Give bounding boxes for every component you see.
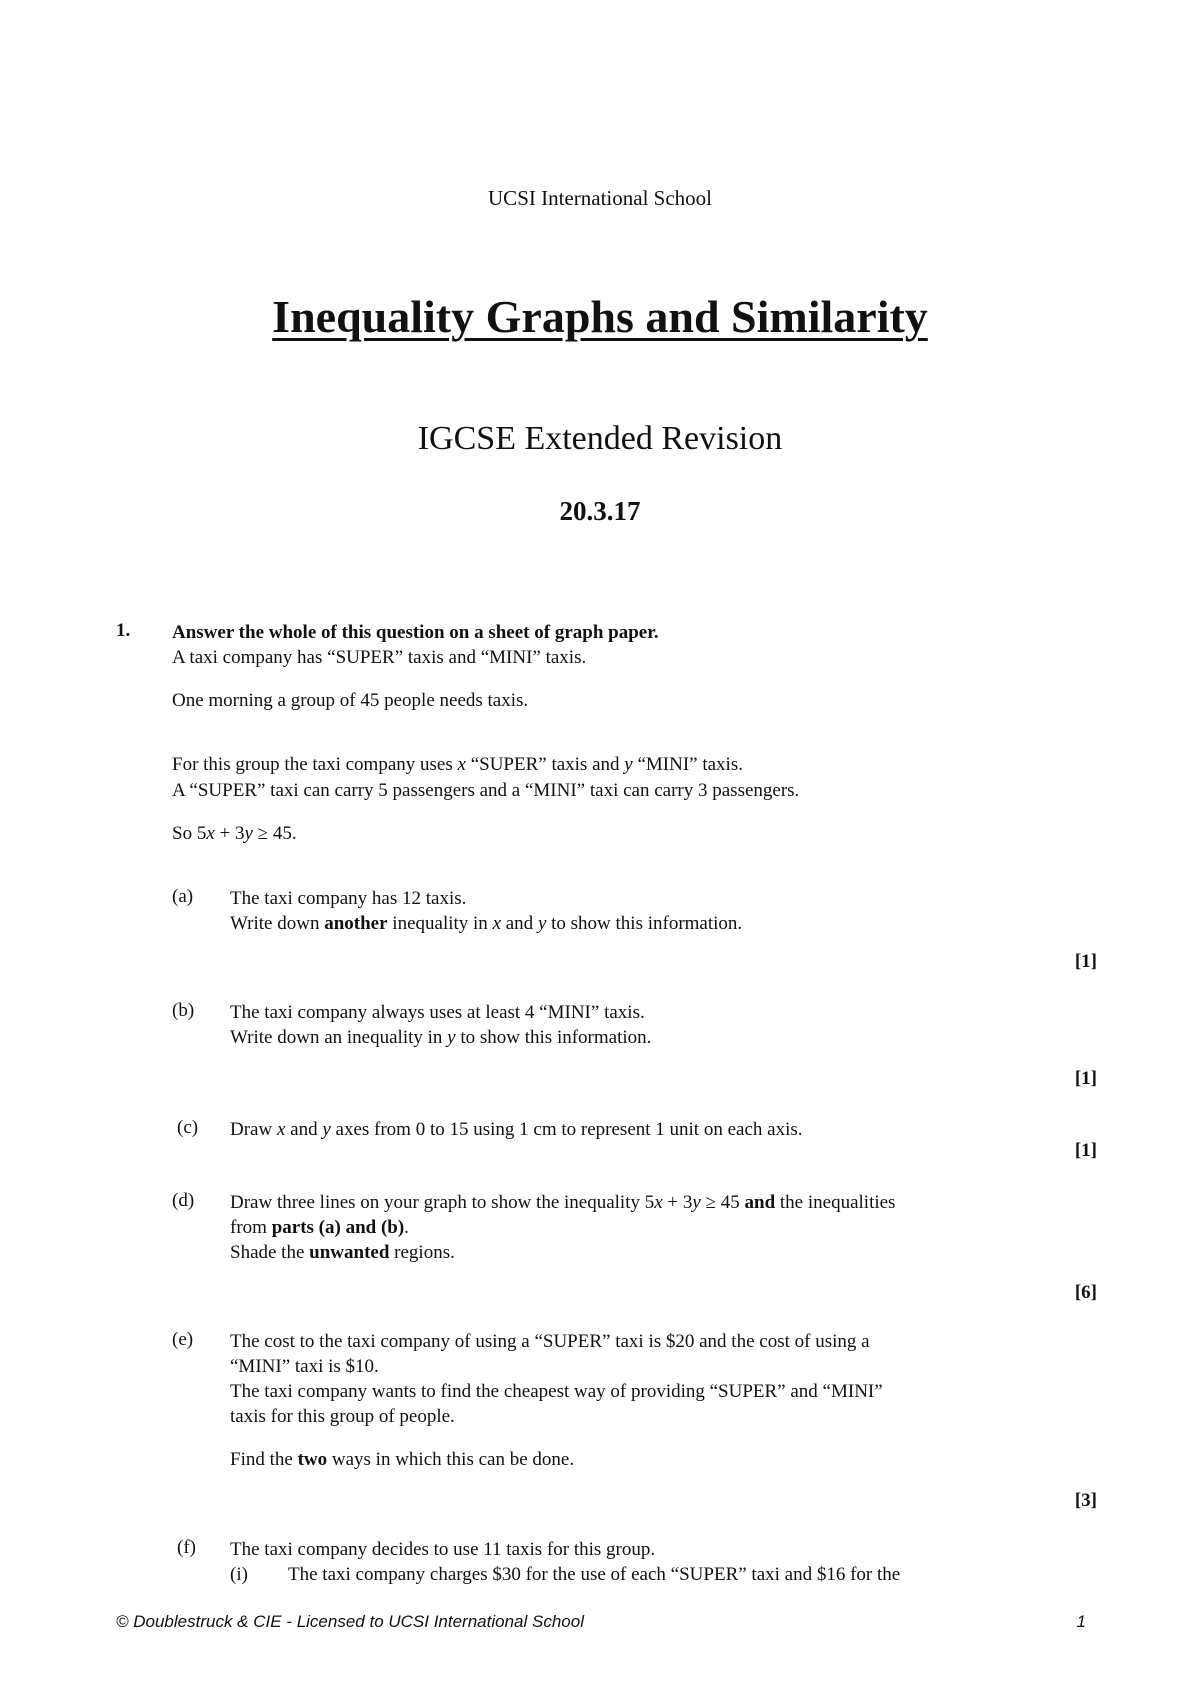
part-c-marks: [1]	[1074, 1140, 1097, 1161]
part-d-line-3: Shade the unwanted regions.	[230, 1242, 455, 1263]
part-f-sub-label: (i)	[230, 1564, 248, 1585]
part-d-marks: [6]	[1074, 1282, 1097, 1303]
part-f-sub-line-1: The taxi company charges $30 for the use of each “SUPER” taxi and $16 for the	[288, 1564, 901, 1585]
part-b-line-1: The taxi company always uses at least 4 “MINI” taxis.	[230, 1002, 645, 1023]
question-number: 1.	[116, 620, 131, 641]
part-f-line-1: The taxi company decides to use 11 taxis for this group.	[230, 1539, 656, 1560]
page-number: 1	[1076, 1612, 1086, 1631]
part-d-label: (d)	[172, 1190, 195, 1211]
part-a-label: (a)	[172, 886, 194, 907]
part-e-line-4: taxis for this group of people.	[230, 1406, 455, 1427]
part-d-line-2: from parts (a) and (b).	[230, 1217, 409, 1238]
document-subtitle: IGCSE Extended Revision	[417, 420, 783, 457]
part-c-label: (c)	[177, 1117, 199, 1138]
footer-copyright: © Doublestruck & CIE - Licensed to UCSI International School	[116, 1612, 584, 1631]
school-name: UCSI International School	[488, 186, 712, 210]
part-b-line-2: Write down an inequality in y to show this information.	[230, 1027, 652, 1048]
intro-line-4: A “SUPER” taxi can carry 5 passengers and a “MINI” taxi can carry 3 passengers.	[172, 780, 800, 801]
part-e-line-2: “MINI” taxi is $10.	[230, 1356, 379, 1377]
intro-line-2: One morning a group of 45 people needs taxis.	[172, 690, 529, 711]
intro-line-1: A taxi company has “SUPER” taxis and “MINI” taxis.	[172, 647, 587, 668]
part-b-marks: [1]	[1074, 1068, 1097, 1089]
part-a-marks: [1]	[1074, 951, 1097, 972]
part-a-line-1: The taxi company has 12 taxis.	[230, 888, 467, 909]
page-footer	[116, 1612, 1086, 1632]
part-b-label: (b)	[172, 1000, 195, 1021]
intro-line-3: For this group the taxi company uses x “SUPER” taxis and y “MINI” taxis.	[172, 754, 743, 775]
intro-line-5: So 5x + 3y ≥ 45.	[172, 823, 297, 844]
part-f-label: (f)	[177, 1537, 196, 1558]
part-e-marks: [3]	[1074, 1490, 1097, 1511]
part-a-line-2: Write down another inequality in x and y to show this information.	[230, 913, 743, 934]
part-e-line-1: The cost to the taxi company of using a “SUPER” taxi is $20 and the cost of using a	[230, 1331, 870, 1352]
part-e-line-5: Find the two ways in which this can be done.	[230, 1449, 575, 1470]
part-c-line-1: Draw x and y axes from 0 to 15 using 1 cm to represent 1 unit on each axis.	[230, 1119, 803, 1140]
document-title: Inequality Graphs and Similarity	[272, 291, 928, 342]
part-e-line-3: The taxi company wants to find the cheapest way of providing “SUPER” and “MINI”	[230, 1381, 883, 1402]
part-e-label: (e)	[172, 1329, 194, 1350]
document-date: 20.3.17	[559, 496, 641, 526]
part-d-line-1: Draw three lines on your graph to show the inequality 5x + 3y ≥ 45 and the inequalities	[230, 1192, 896, 1213]
question-instruction: Answer the whole of this question on a sheet of graph paper.	[172, 622, 659, 643]
